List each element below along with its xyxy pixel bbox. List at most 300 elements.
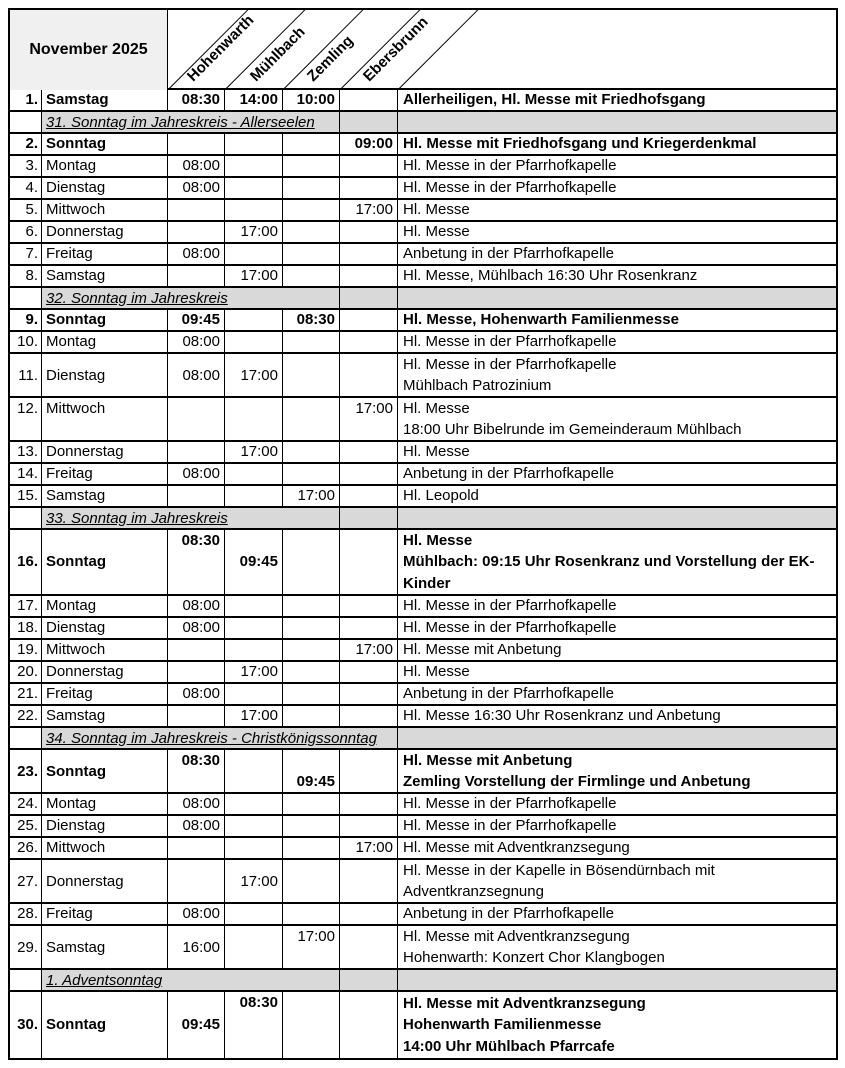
row-number-cell — [10, 662, 42, 682]
time-cell-zemling — [283, 398, 340, 440]
row-number: 29. — [17, 938, 38, 956]
day-name: Mittwoch — [46, 641, 106, 658]
row-number-cell — [10, 90, 42, 110]
time-cell-ebersbrunn — [340, 904, 398, 924]
description-line: Mühlbach: 09:15 Uhr Rosenkranz und Vorstellung der EK- — [403, 553, 815, 571]
day-row — [10, 640, 836, 662]
time-cell-ebersbrunn — [340, 596, 398, 616]
day-name: Dienstag — [46, 619, 106, 636]
row-number: 1. — [25, 91, 38, 108]
time-cell-zemling — [283, 992, 340, 1058]
time-cell-hohenwarth — [168, 442, 225, 462]
day-name-cell — [42, 134, 168, 154]
day-row — [10, 618, 836, 640]
day-name: Dienstag — [46, 366, 106, 384]
column-header-zemling: Zemling — [303, 32, 357, 85]
section-label-cell — [42, 970, 340, 990]
time-cell-hohenwarth — [168, 332, 225, 352]
time-cell-zemling — [283, 442, 340, 462]
row-number-cell — [10, 530, 42, 594]
day-name-cell — [42, 618, 168, 638]
row-number: 12. — [17, 400, 38, 417]
row-number-cell — [10, 816, 42, 836]
section-label-cell — [42, 728, 398, 748]
description-cell — [398, 816, 836, 836]
description-line: Hl. Messe mit Anbetung — [403, 752, 573, 769]
time-cell-zemling — [283, 706, 340, 726]
day-name-cell — [42, 794, 168, 814]
description-line: Hl. Messe in der Pfarrhofkapelle — [403, 795, 617, 812]
time-value: 09:45 — [296, 773, 335, 790]
row-number: 2. — [25, 135, 38, 152]
section-label-cell — [42, 508, 340, 528]
time-cell-hohenwarth — [168, 596, 225, 616]
time-cell-muehlbach — [225, 332, 283, 352]
section-number-cell — [10, 112, 42, 132]
day-name-cell — [42, 596, 168, 616]
row-number: 15. — [17, 487, 38, 504]
time-cell-muehlbach — [225, 904, 283, 924]
day-row — [10, 794, 836, 816]
row-number: 17. — [17, 597, 38, 614]
row-number-cell — [10, 222, 42, 242]
row-number-cell — [10, 684, 42, 704]
time-cell-muehlbach — [225, 200, 283, 220]
day-name-cell — [42, 178, 168, 198]
description-cell — [398, 860, 836, 902]
day-name: Sonntag — [46, 1016, 106, 1034]
time-cell-hohenwarth — [168, 222, 225, 242]
section-row — [10, 112, 836, 134]
time-value: 17:00 — [240, 443, 278, 460]
row-number-cell — [10, 200, 42, 220]
time-cell-zemling — [283, 640, 340, 660]
description-cell — [398, 156, 836, 176]
description-line: Anbetung in der Pfarrhofkapelle — [403, 685, 614, 702]
row-number-cell — [10, 134, 42, 154]
time-cell-muehlbach — [225, 860, 283, 902]
time-cell-ebersbrunn — [340, 838, 398, 858]
day-row — [10, 706, 836, 728]
description-line: Hl. Messe, Mühlbach 16:30 Uhr Rosenkranz — [403, 267, 698, 284]
day-row — [10, 134, 836, 156]
description-line: Hl. Messe in der Pfarrhofkapelle — [403, 356, 617, 373]
time-value: 09:45 — [181, 311, 220, 328]
description-cell — [398, 530, 836, 594]
day-row — [10, 398, 836, 442]
time-cell-ebersbrunn — [340, 354, 398, 396]
time-cell-muehlbach — [225, 354, 283, 396]
description-line: Adventkranzsegnung — [403, 883, 544, 900]
time-value: 08:00 — [182, 157, 220, 174]
time-cell-zemling — [283, 354, 340, 396]
time-cell-ebersbrunn — [340, 926, 398, 968]
time-cell-hohenwarth — [168, 816, 225, 836]
description-line: Hl. Messe — [403, 223, 470, 240]
time-cell-ebersbrunn — [340, 442, 398, 462]
row-number-cell — [10, 640, 42, 660]
day-name-cell — [42, 662, 168, 682]
day-name-cell — [42, 442, 168, 462]
time-cell-zemling — [283, 794, 340, 814]
description-cell — [398, 178, 836, 198]
time-cell-zemling — [283, 332, 340, 352]
day-name: Freitag — [46, 465, 93, 482]
time-cell-zemling — [283, 464, 340, 484]
description-line: Anbetung in der Pfarrhofkapelle — [403, 905, 614, 922]
time-cell-muehlbach — [225, 310, 283, 330]
day-row — [10, 860, 836, 904]
day-row — [10, 200, 836, 222]
day-name: Sonntag — [46, 135, 106, 152]
row-number-cell — [10, 992, 42, 1058]
section-label: 1. Adventsonntag — [46, 971, 163, 989]
section-label: 33. Sonntag im Jahreskreis — [46, 509, 228, 527]
description-line: Kinder — [403, 574, 451, 592]
time-cell-zemling — [283, 310, 340, 330]
description-cell — [398, 618, 836, 638]
day-row — [10, 596, 836, 618]
day-row — [10, 442, 836, 464]
row-number-cell — [10, 838, 42, 858]
time-cell-hohenwarth — [168, 200, 225, 220]
description-line: Hl. Messe mit Adventkranzsegung — [403, 995, 646, 1012]
row-number: 13. — [17, 443, 38, 460]
time-cell-ebersbrunn — [340, 464, 398, 484]
description-cell — [398, 706, 836, 726]
time-cell-ebersbrunn — [340, 530, 398, 594]
day-row — [10, 244, 836, 266]
time-cell-ebersbrunn — [340, 750, 398, 792]
description-line: Allerheiligen, Hl. Messe mit Friedhofsgang — [403, 91, 706, 108]
row-number-cell — [10, 178, 42, 198]
day-row — [10, 838, 836, 860]
day-name-cell — [42, 156, 168, 176]
row-number-cell — [10, 310, 42, 330]
section-row — [10, 508, 836, 530]
time-cell-hohenwarth — [168, 134, 225, 154]
day-name-cell — [42, 486, 168, 506]
time-cell-muehlbach — [225, 662, 283, 682]
time-cell-muehlbach — [225, 640, 283, 660]
description-line: Hl. Messe in der Pfarrhofkapelle — [403, 597, 617, 614]
day-name: Montag — [46, 157, 97, 174]
row-number: 21. — [17, 685, 38, 702]
section-empty-cell — [340, 508, 398, 528]
row-number-cell — [10, 596, 42, 616]
time-cell-ebersbrunn — [340, 662, 398, 682]
description-line: Hl. Messe mit Friedhofsgang und Kriegerdenkmal — [403, 135, 757, 152]
row-number: 27. — [17, 872, 38, 890]
day-name-cell — [42, 398, 168, 440]
description-line: Hl. Messe in der Pfarrhofkapelle — [403, 619, 617, 636]
time-cell-ebersbrunn — [340, 618, 398, 638]
day-name-cell — [42, 926, 168, 968]
description-line: Hl. Messe — [403, 663, 470, 680]
time-cell-muehlbach — [225, 398, 283, 440]
time-cell-zemling — [283, 860, 340, 902]
day-name: Sonntag — [46, 553, 106, 571]
day-name-cell — [42, 266, 168, 286]
description-line: Hl. Messe in der Pfarrhofkapelle — [403, 179, 617, 196]
section-label-cell — [42, 288, 340, 308]
section-empty-cell — [340, 112, 398, 132]
day-name: Freitag — [46, 905, 93, 922]
day-name-cell — [42, 354, 168, 396]
row-number-cell — [10, 332, 42, 352]
time-value: 08:00 — [182, 817, 220, 834]
time-cell-zemling — [283, 156, 340, 176]
time-cell-ebersbrunn — [340, 398, 398, 440]
description-cell — [398, 354, 836, 396]
description-cell — [398, 200, 836, 220]
section-desc-cell — [398, 728, 836, 748]
time-value: 08:30 — [181, 532, 220, 549]
time-cell-zemling — [283, 486, 340, 506]
time-value: 09:45 — [239, 553, 278, 571]
column-header-muehlbach: Mühlbach — [246, 23, 309, 85]
section-number-cell — [10, 970, 42, 990]
description-line: Hl. Messe — [403, 532, 473, 549]
section-empty-cell — [340, 288, 398, 308]
time-cell-hohenwarth — [168, 178, 225, 198]
description-line: Zemling Vorstellung der Firmlinge und Anbetung — [403, 773, 751, 790]
section-label-cell — [42, 112, 340, 132]
day-name: Samstag — [46, 487, 106, 504]
time-cell-zemling — [283, 904, 340, 924]
time-cell-ebersbrunn — [340, 684, 398, 704]
time-value: 17:00 — [355, 839, 393, 856]
time-value: 09:45 — [181, 1016, 220, 1034]
time-value: 08:00 — [182, 597, 220, 614]
day-name: Mittwoch — [46, 839, 106, 856]
day-name-cell — [42, 860, 168, 902]
description-line: Hl. Messe — [403, 201, 470, 218]
description-line: Hohenwarth: Konzert Chor Klangbogen — [403, 949, 665, 966]
time-cell-zemling — [283, 266, 340, 286]
time-cell-muehlbach — [225, 178, 283, 198]
time-value: 09:00 — [354, 135, 393, 152]
day-name-cell — [42, 992, 168, 1058]
day-name-cell — [42, 530, 168, 594]
description-line: Hl. Leopold — [403, 487, 479, 504]
description-line: Hl. Messe mit Adventkranzsegung — [403, 839, 630, 856]
description-cell — [398, 134, 836, 154]
time-value: 17:00 — [297, 928, 335, 945]
time-cell-ebersbrunn — [340, 860, 398, 902]
day-name: Mittwoch — [46, 400, 106, 417]
time-cell-hohenwarth — [168, 992, 225, 1058]
time-cell-muehlbach — [225, 530, 283, 594]
time-value: 17:00 — [240, 267, 278, 284]
time-cell-ebersbrunn — [340, 156, 398, 176]
row-number: 28. — [17, 905, 38, 922]
day-name: Montag — [46, 597, 97, 614]
row-number-cell — [10, 618, 42, 638]
row-number-cell — [10, 904, 42, 924]
day-row — [10, 332, 836, 354]
time-cell-muehlbach — [225, 486, 283, 506]
description-cell — [398, 926, 836, 968]
day-row — [10, 530, 836, 596]
time-cell-hohenwarth — [168, 706, 225, 726]
time-value: 08:30 — [181, 752, 220, 769]
day-name-cell — [42, 816, 168, 836]
description-cell — [398, 794, 836, 814]
time-value: 17:00 — [240, 223, 278, 240]
day-name: Donnerstag — [46, 872, 124, 890]
section-empty-cell — [340, 970, 398, 990]
row-number: 7. — [25, 245, 38, 262]
description-cell — [398, 992, 836, 1058]
time-cell-zemling — [283, 90, 340, 110]
description-line: Anbetung in der Pfarrhofkapelle — [403, 465, 614, 482]
day-name-cell — [42, 200, 168, 220]
description-line: Hl. Messe in der Pfarrhofkapelle — [403, 817, 617, 834]
day-row — [10, 684, 836, 706]
row-number-cell — [10, 156, 42, 176]
time-cell-muehlbach — [225, 684, 283, 704]
day-name-cell — [42, 90, 168, 110]
time-value: 17:00 — [240, 366, 278, 384]
description-cell — [398, 640, 836, 660]
time-cell-hohenwarth — [168, 794, 225, 814]
time-cell-muehlbach — [225, 706, 283, 726]
row-number-cell — [10, 398, 42, 440]
column-header-hohenwarth: Hohenwarth — [183, 11, 258, 85]
time-cell-muehlbach — [225, 618, 283, 638]
day-row — [10, 222, 836, 244]
description-cell — [398, 442, 836, 462]
day-name: Samstag — [46, 938, 106, 956]
time-value: 08:00 — [182, 179, 220, 196]
description-line: Hl. Messe — [403, 443, 470, 460]
day-name-cell — [42, 750, 168, 792]
row-number: 14. — [17, 465, 38, 482]
time-cell-muehlbach — [225, 794, 283, 814]
time-cell-ebersbrunn — [340, 486, 398, 506]
time-cell-hohenwarth — [168, 464, 225, 484]
time-cell-ebersbrunn — [340, 266, 398, 286]
schedule-rows — [10, 90, 836, 1058]
section-row — [10, 728, 836, 750]
description-cell — [398, 464, 836, 484]
description-line: Hl. Messe mit Anbetung — [403, 641, 562, 658]
time-value: 17:00 — [240, 707, 278, 724]
row-number-cell — [10, 860, 42, 902]
row-number: 26. — [17, 839, 38, 856]
row-number-cell — [10, 926, 42, 968]
time-cell-zemling — [283, 596, 340, 616]
time-cell-hohenwarth — [168, 530, 225, 594]
time-cell-zemling — [283, 178, 340, 198]
time-value: 08:00 — [182, 795, 220, 812]
section-row — [10, 970, 836, 992]
time-cell-hohenwarth — [168, 662, 225, 682]
time-value: 17:00 — [355, 201, 393, 218]
time-value: 08:30 — [181, 91, 220, 108]
time-cell-muehlbach — [225, 442, 283, 462]
day-row — [10, 90, 836, 112]
time-cell-hohenwarth — [168, 904, 225, 924]
section-desc-cell — [398, 508, 836, 528]
row-number-cell — [10, 354, 42, 396]
time-value: 08:00 — [182, 366, 220, 384]
time-cell-zemling — [283, 200, 340, 220]
section-number-cell — [10, 288, 42, 308]
row-number: 4. — [25, 179, 38, 196]
time-cell-muehlbach — [225, 222, 283, 242]
time-cell-muehlbach — [225, 596, 283, 616]
row-number: 23. — [17, 762, 38, 780]
time-value: 17:00 — [355, 400, 393, 417]
time-cell-ebersbrunn — [340, 134, 398, 154]
row-number: 19. — [17, 641, 38, 658]
description-line: 18:00 Uhr Bibelrunde im Gemeinderaum Mühlbach — [403, 421, 742, 438]
section-desc-cell — [398, 288, 836, 308]
day-name: Samstag — [46, 91, 109, 108]
time-cell-zemling — [283, 618, 340, 638]
row-number: 24. — [17, 795, 38, 812]
time-cell-muehlbach — [225, 838, 283, 858]
day-name: Donnerstag — [46, 663, 124, 680]
time-cell-ebersbrunn — [340, 244, 398, 264]
time-cell-ebersbrunn — [340, 310, 398, 330]
description-line: Hl. Messe 16:30 Uhr Rosenkranz und Anbetung — [403, 707, 721, 724]
time-cell-ebersbrunn — [340, 706, 398, 726]
time-value: 08:00 — [182, 465, 220, 482]
day-name-cell — [42, 332, 168, 352]
time-value: 16:00 — [182, 938, 220, 956]
time-cell-zemling — [283, 222, 340, 242]
day-row — [10, 464, 836, 486]
time-cell-hohenwarth — [168, 838, 225, 858]
day-row — [10, 310, 836, 332]
description-cell — [398, 222, 836, 242]
row-number: 9. — [25, 311, 38, 328]
time-value: 08:30 — [239, 994, 278, 1011]
time-cell-ebersbrunn — [340, 200, 398, 220]
time-cell-muehlbach — [225, 992, 283, 1058]
description-line: Anbetung in der Pfarrhofkapelle — [403, 245, 614, 262]
time-cell-zemling — [283, 838, 340, 858]
day-name: Mittwoch — [46, 201, 106, 218]
row-number-cell — [10, 244, 42, 264]
row-number-cell — [10, 266, 42, 286]
time-cell-ebersbrunn — [340, 794, 398, 814]
description-line: Hohenwarth Familienmesse — [403, 1016, 602, 1034]
row-number-cell — [10, 794, 42, 814]
time-cell-ebersbrunn — [340, 640, 398, 660]
day-name-cell — [42, 706, 168, 726]
time-value: 08:30 — [296, 311, 335, 328]
day-name: Freitag — [46, 685, 93, 702]
description-cell — [398, 398, 836, 440]
time-value: 14:00 — [239, 91, 278, 108]
time-cell-muehlbach — [225, 244, 283, 264]
time-value: 08:00 — [182, 619, 220, 636]
time-cell-ebersbrunn — [340, 332, 398, 352]
day-row — [10, 266, 836, 288]
row-number-cell — [10, 706, 42, 726]
description-line: Hl. Messe in der Kapelle in Bösendürnbach mit — [403, 862, 715, 879]
month-title: November 2025 — [10, 10, 168, 90]
description-cell — [398, 310, 836, 330]
day-row — [10, 750, 836, 794]
time-cell-muehlbach — [225, 816, 283, 836]
time-cell-ebersbrunn — [340, 992, 398, 1058]
day-name-cell — [42, 464, 168, 484]
